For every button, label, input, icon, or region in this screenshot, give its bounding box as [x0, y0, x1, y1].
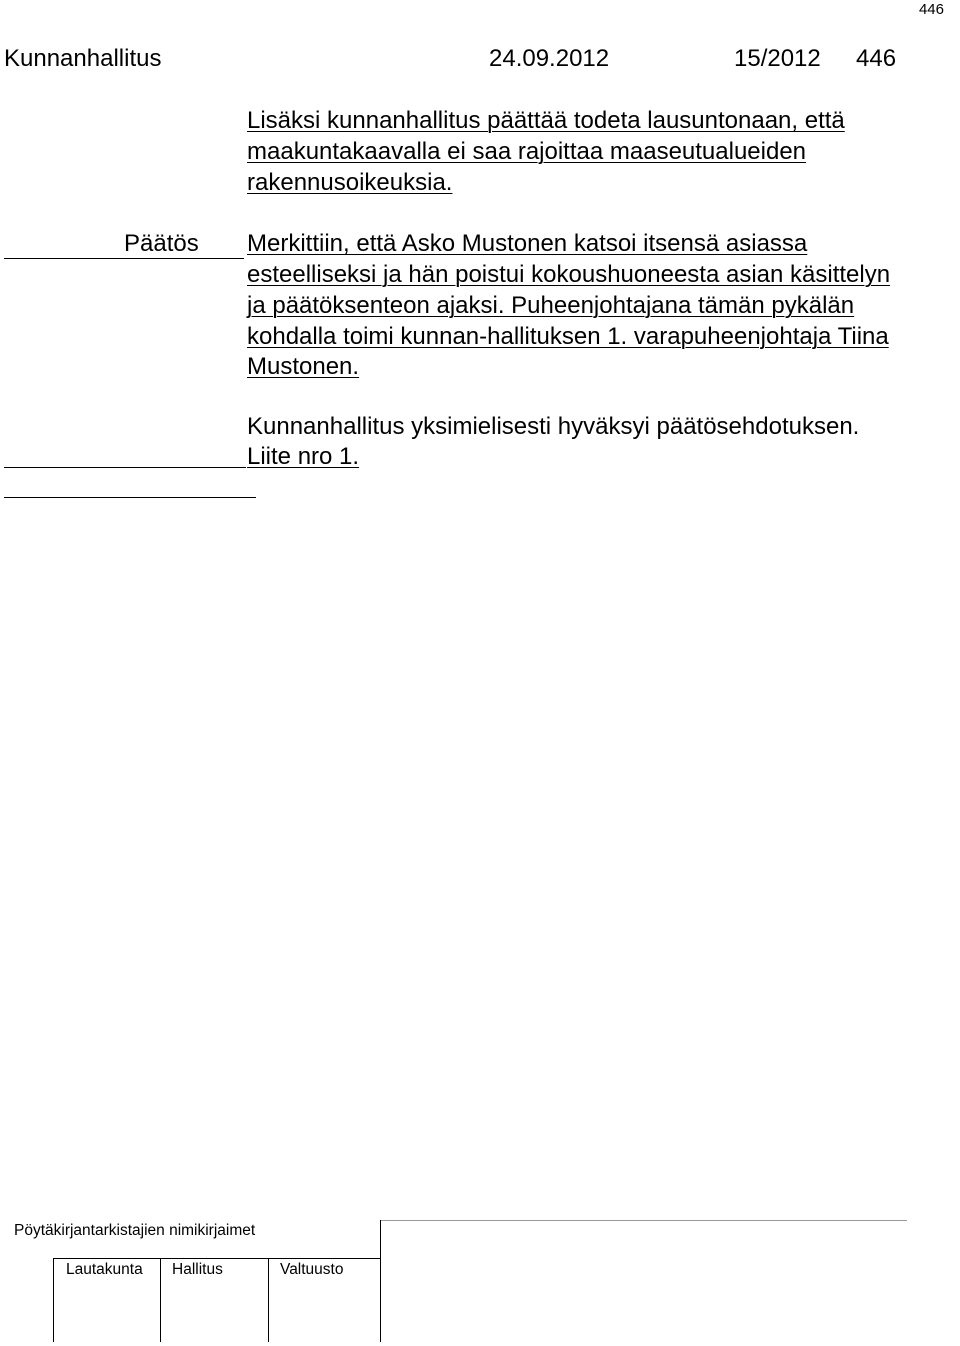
para1-line-3: rakennusoikeuksia.	[247, 169, 453, 196]
decision-line-4: kohdalla toimi kunnan-hallituksen 1. varapuheenjohtaja Tiina	[247, 323, 889, 350]
decision-line-3: ja päätöksenteon ajaksi. Puheenjohtajana tämän pykälän	[247, 292, 855, 319]
decision-line-5: Mustonen.	[247, 353, 360, 380]
para1-line-1: Lisäksi kunnanhallitus päättää todeta lausuntonaan, että	[247, 107, 845, 134]
footer-column-rule	[53, 1258, 380, 1259]
decision-attachment: Liite nro 1.	[247, 443, 360, 470]
attachment-label-rule	[4, 467, 246, 468]
footer-col-valtuusto: Valtuusto	[280, 1261, 344, 1278]
footer-divider-1	[53, 1258, 54, 1342]
header-section-number: 446	[856, 45, 897, 72]
decision-resolution: Kunnanhallitus yksimielisesti hyväksyi päätösehdotuksen.	[247, 413, 860, 440]
header-body: Kunnanhallitus	[4, 45, 162, 72]
header-meeting: 15/2012	[734, 45, 821, 72]
decision-label: Päätös	[124, 230, 199, 257]
decision-label-rule	[4, 258, 244, 259]
header-date: 24.09.2012	[489, 45, 610, 72]
footer-col-lautakunta: Lautakunta	[66, 1261, 143, 1278]
footer-right-border	[380, 1220, 381, 1342]
footer-divider-3	[268, 1258, 269, 1342]
page-corner-number: 446	[918, 1, 944, 18]
decision-line-2: esteelliseksi ja hän poistui kokoushuoneesta asian käsittelyn	[247, 261, 891, 288]
footer-title: Pöytäkirjantarkistajien nimikirjaimet	[14, 1222, 256, 1239]
footer-col-hallitus: Hallitus	[172, 1261, 223, 1278]
footer-top-rule	[380, 1220, 907, 1221]
decision-line-1: Merkittiin, että Asko Mustonen katsoi itsensä asiassa	[247, 230, 808, 257]
footer-divider-2	[160, 1258, 161, 1342]
section-end-rule	[4, 497, 256, 498]
para1-line-2: maakuntakaavalla ei saa rajoittaa maaseutualueiden	[247, 138, 807, 165]
